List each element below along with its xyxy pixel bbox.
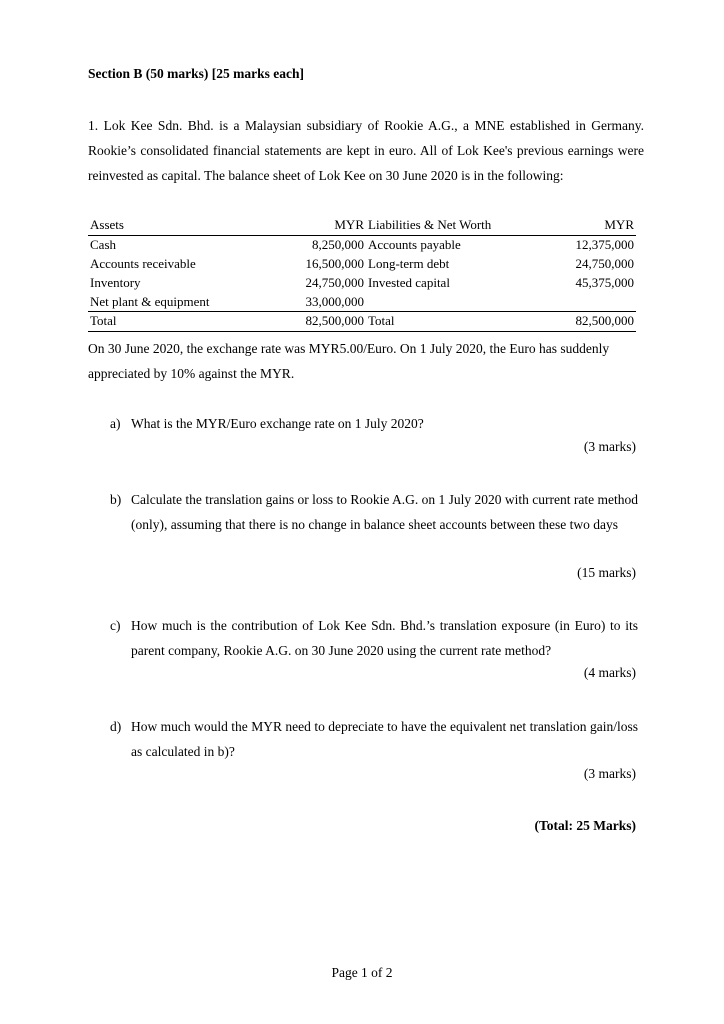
total-assets-label: Total bbox=[88, 311, 272, 331]
header-assets: Assets bbox=[88, 216, 272, 235]
header-myr-assets: MYR bbox=[272, 216, 366, 235]
question-d-marks: (3 marks) bbox=[583, 766, 636, 781]
table-header-row bbox=[88, 216, 636, 235]
asset-value: 24,750,000 bbox=[305, 274, 364, 290]
asset-name: Cash bbox=[90, 237, 116, 253]
asset-name: Inventory bbox=[90, 274, 141, 290]
question-b bbox=[110, 487, 638, 537]
liability-name: Long-term debt bbox=[368, 255, 450, 271]
asset-name: Net plant & equipment bbox=[90, 293, 210, 309]
liability-name: Invested capital bbox=[368, 274, 450, 290]
question-b-marks: (15 marks) bbox=[577, 565, 636, 580]
asset-name: Accounts receivable bbox=[90, 255, 196, 271]
question-text: How much would the MYR need to depreciate to have the equivalent net translation gain/loss as calculated in b)? bbox=[131, 719, 638, 759]
balance-sheet-table bbox=[88, 216, 636, 332]
total-assets-value: 82,500,000 bbox=[272, 311, 366, 331]
liability-value bbox=[542, 292, 636, 311]
liability-value: 12,375,000 bbox=[575, 237, 634, 253]
question-text: What is the MYR/Euro exchange rate on 1 July 2020? bbox=[131, 416, 424, 431]
question-label: d) bbox=[110, 719, 122, 734]
exchange-rate-text: On 30 June 2020, the exchange rate was MYR5.00/Euro. On 1 July 2020, the Euro has suddenly appreciated by 10% against the MYR. bbox=[88, 341, 610, 381]
liability-value: 45,375,000 bbox=[575, 274, 634, 290]
asset-value: 8,250,000 bbox=[312, 237, 364, 253]
table-row bbox=[88, 235, 636, 254]
total-liabilities-label: Total bbox=[366, 311, 542, 331]
question-a bbox=[110, 411, 638, 436]
question-label: c) bbox=[110, 618, 121, 633]
question-text: Calculate the translation gains or loss to Rookie A.G. on 1 July 2020 with current rate method (only), assuming that there is no change in balance sheet accounts between these two days bbox=[131, 492, 638, 532]
question-c bbox=[110, 613, 638, 663]
total-marks: (Total: 25 Marks) bbox=[534, 818, 636, 833]
table-total-row bbox=[88, 311, 636, 331]
header-liabilities: Liabilities & Net Worth bbox=[366, 216, 542, 235]
liability-name: Accounts payable bbox=[368, 237, 461, 253]
table-row bbox=[88, 255, 636, 274]
question-a-marks: (3 marks) bbox=[583, 439, 636, 454]
table-row bbox=[88, 273, 636, 292]
header-myr-liabilities: MYR bbox=[542, 216, 636, 235]
liability-value: 24,750,000 bbox=[575, 255, 634, 271]
asset-value: 16,500,000 bbox=[305, 255, 364, 271]
table-row bbox=[88, 292, 636, 311]
page-number: Page 1 of 2 bbox=[331, 965, 393, 980]
question-label: a) bbox=[110, 416, 121, 431]
liability-name bbox=[366, 292, 542, 311]
asset-value: 33,000,000 bbox=[305, 293, 364, 309]
question-d bbox=[110, 714, 638, 764]
total-liabilities-value: 82,500,000 bbox=[542, 311, 636, 331]
question-c-marks: (4 marks) bbox=[583, 665, 636, 680]
section-heading: Section B (50 marks) [25 marks each] bbox=[88, 66, 304, 81]
question-intro: 1. Lok Kee Sdn. Bhd. is a Malaysian subsidiary of Rookie A.G., a MNE established in Germany. Rookie’s consolidated financial statements are kept in euro. All of Lok Kee's previous earnings were reinvested as capital. The balance sheet of Lok Kee on 30 June 2020 is in the following: bbox=[88, 118, 644, 183]
question-label: b) bbox=[110, 492, 122, 507]
question-text: How much is the contribution of Lok Kee Sdn. Bhd.’s translation exposure (in Euro) to its parent company, Rookie A.G. on 30 June 2020 using the current rate method? bbox=[131, 618, 638, 658]
